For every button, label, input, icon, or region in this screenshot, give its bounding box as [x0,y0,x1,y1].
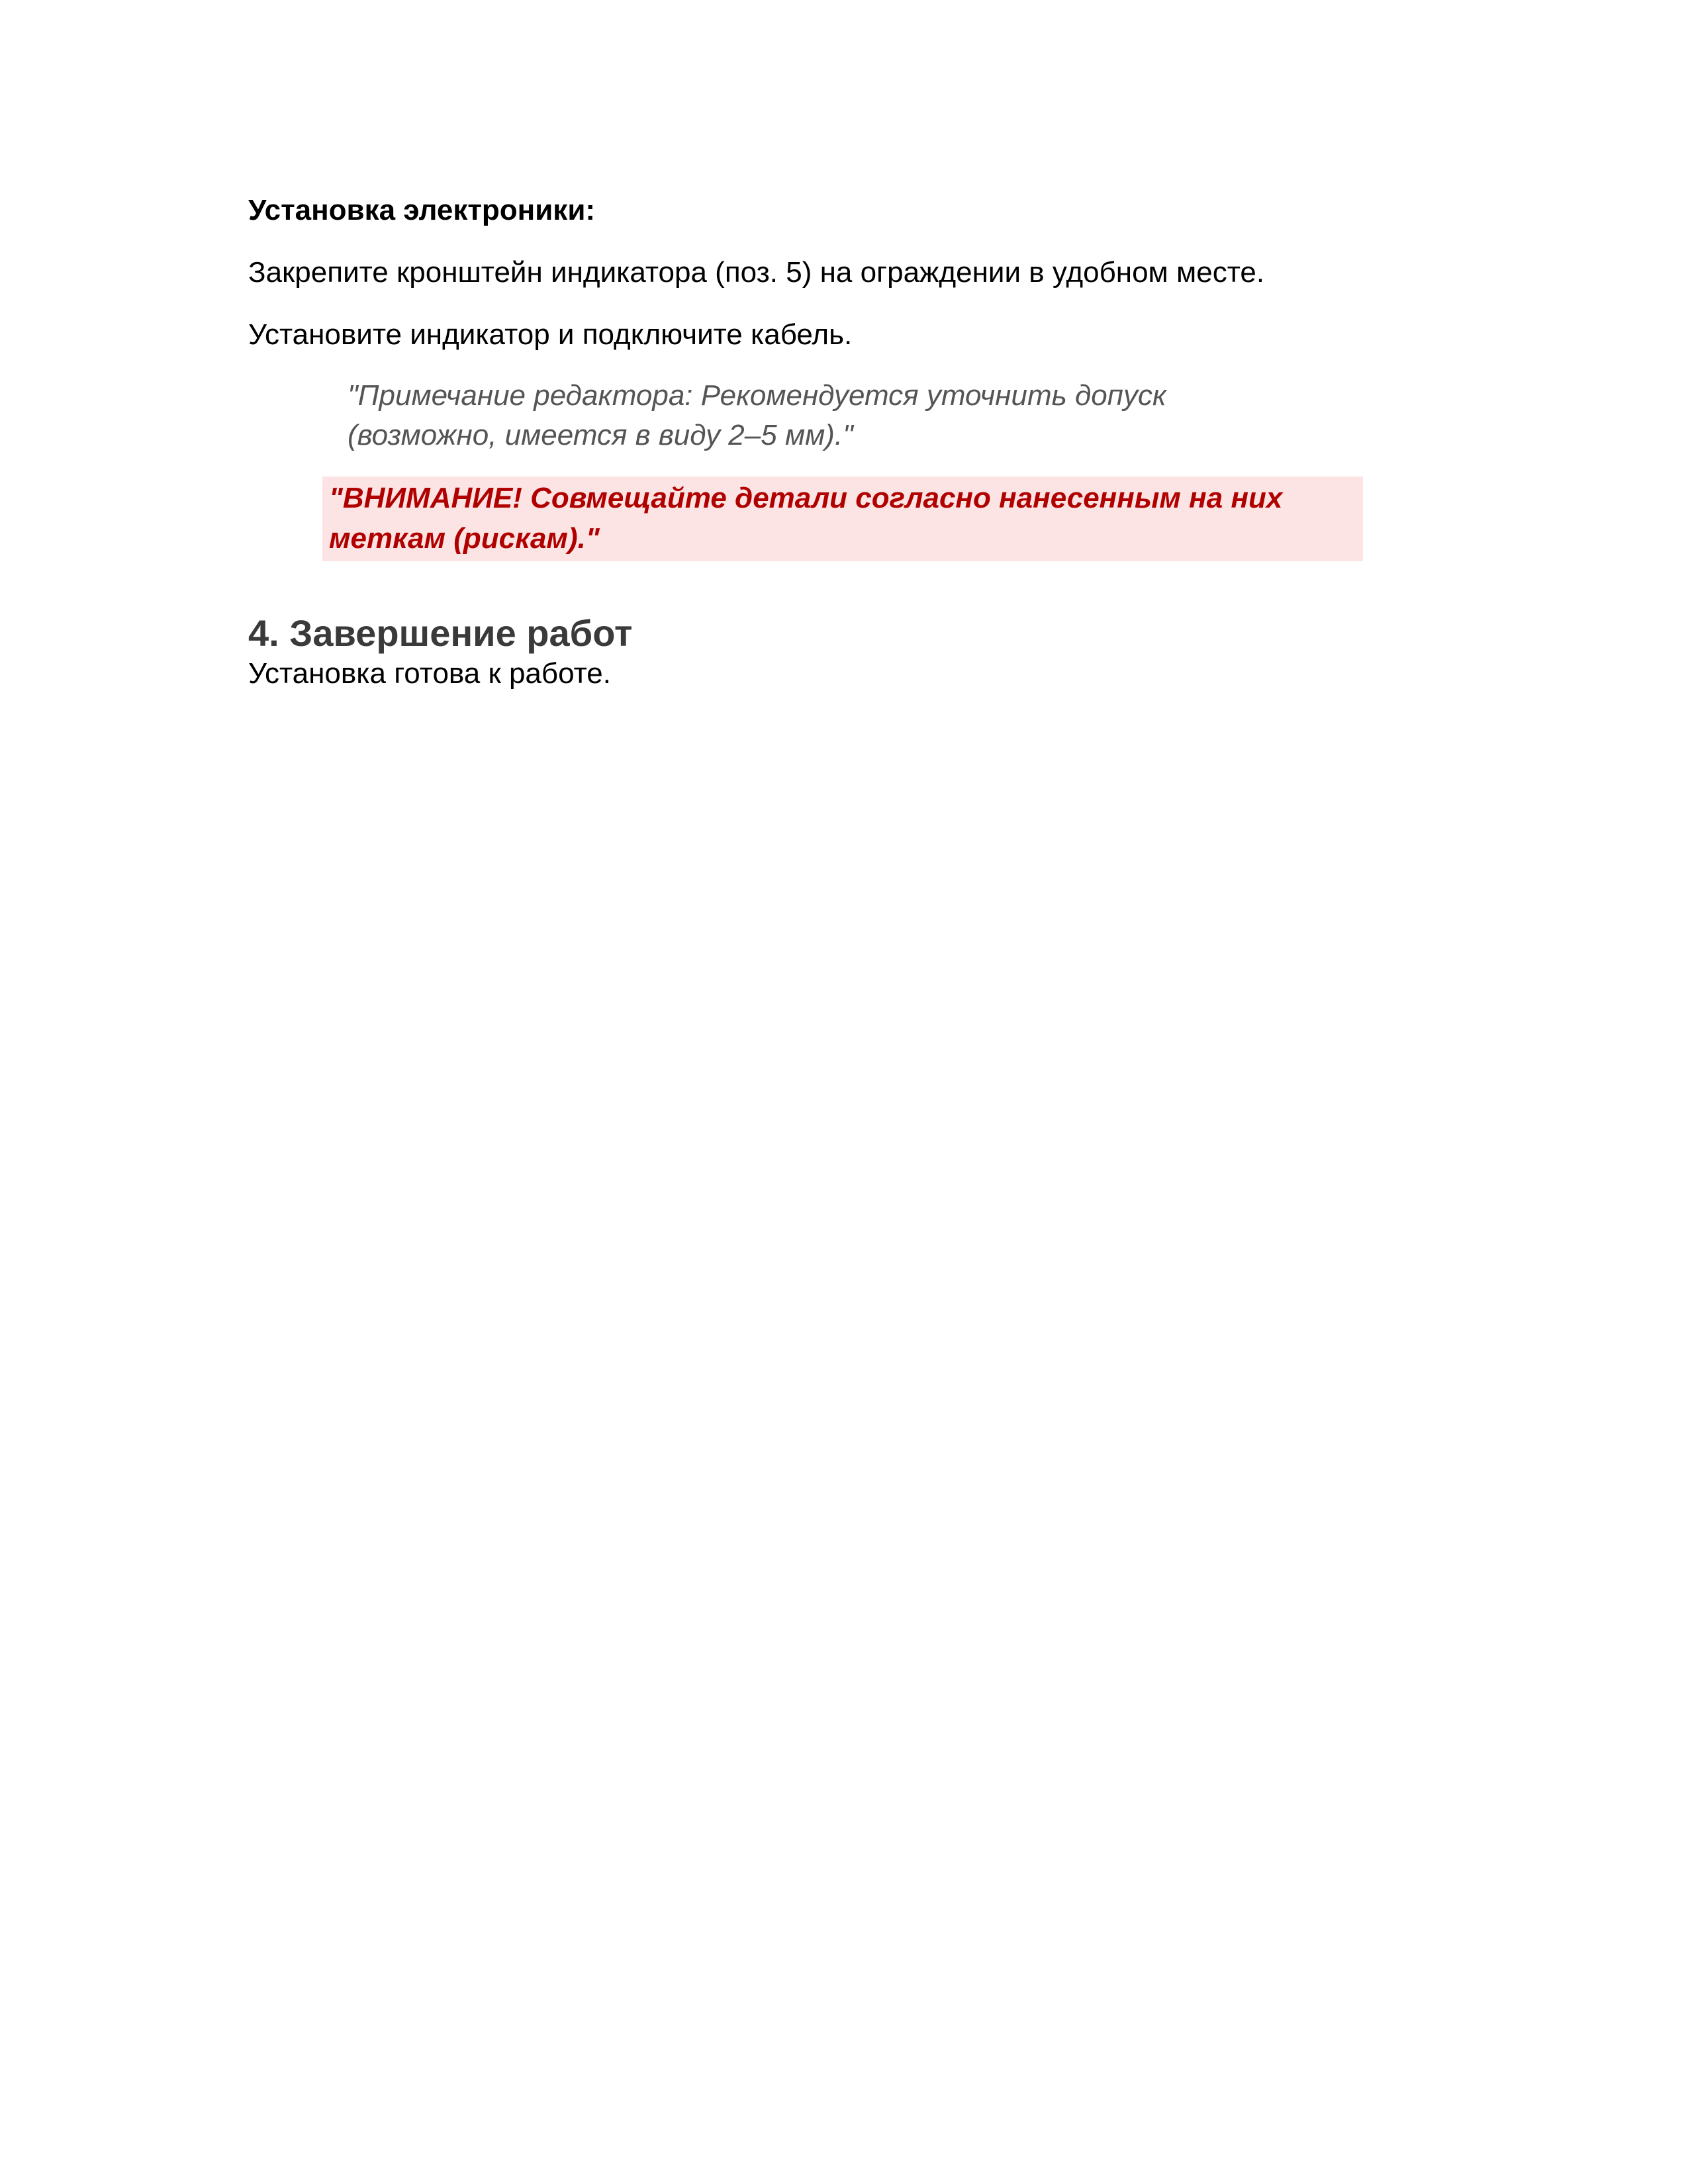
electronics-heading: Установка электроники: [248,194,596,226]
section-title: 4. Завершение работ [248,612,633,654]
warning-line: "ВНИМАНИЕ! Совмещайте детали согласно нанесенным на них [329,482,1283,514]
step-bracket-text: Закрепите кронштейн индикатора (поз. 5) на ограждении в удобном месте. [248,256,1265,289]
editor-note [348,376,1248,455]
section-text: Установка готова к работе. [248,657,611,690]
warning-box [322,477,1363,561]
warning-line: меткам (рискам)." [329,522,600,555]
page-content [248,193,1367,692]
editor-note-line: (возможно, имеется в виду 2–5 мм)." [348,419,853,451]
editor-note-line: "Примечание редактора: Рекомендуется уточнить допуск [348,379,1166,412]
step-indicator-text: Установите индикатор и подключите кабель. [248,318,853,351]
